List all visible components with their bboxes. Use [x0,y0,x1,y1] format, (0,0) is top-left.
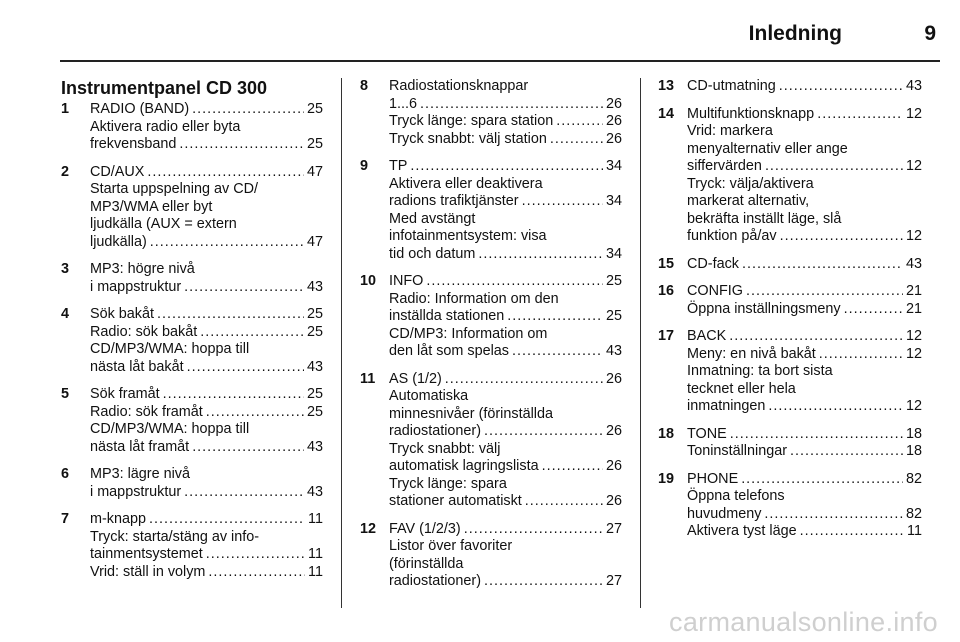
column-3 [658,78,922,551]
dot-leader [206,546,305,564]
index-entry [658,106,922,246]
index-entry [61,164,323,252]
index-entry [61,386,323,456]
entry-text: den låt som spelas [389,343,509,359]
entry-number: 17 [658,328,675,344]
entry-line [389,388,622,406]
dot-leader [522,193,603,211]
entry-number: 5 [61,386,70,402]
entry-text: Med avstängt [389,210,476,227]
entry-text: BACK [687,328,727,344]
entry-text: Tryck länge: spara station [389,113,554,129]
entry-number: 13 [658,78,675,94]
entry-text: Tryck snabbt: välj [389,440,501,457]
entry-line [90,101,323,119]
page-reference: 26 [605,458,622,474]
entry-line [687,346,922,364]
page-reference: 43 [905,78,922,94]
entry-line [687,363,922,381]
dot-leader [525,493,603,511]
page-reference: 43 [306,438,323,455]
entry-text: automatisk lagringslista [389,458,539,474]
page-reference: 43 [306,278,323,295]
dot-leader [484,573,603,591]
dot-leader [512,343,603,361]
page-reference: 27 [605,520,622,537]
entry-number: 9 [360,158,369,174]
dot-leader [817,106,903,124]
page-reference: 43 [306,483,323,500]
entry-text: RADIO (BAND) [90,101,190,117]
entry-text: Radio: sök framåt [90,403,203,420]
entry-line [389,493,622,511]
entry-text: funktion på/av [687,228,777,244]
entry-text: Sök bakåt [90,306,154,322]
entry-number: 12 [360,520,377,537]
entry-line [90,421,323,439]
page-reference: 12 [905,158,922,174]
entry-line [389,78,622,96]
dot-leader [200,324,304,342]
page-reference: 25 [306,136,323,152]
dot-leader [790,443,903,461]
entry-line [90,564,323,582]
entry-line [687,211,922,229]
dot-leader [150,234,304,252]
entry-line [90,199,323,217]
entry-line [687,523,922,541]
page-reference: 82 [905,470,922,487]
entry-text: i mappstruktur [90,278,182,295]
entry-text: siffervärden [687,158,762,174]
page-reference: 11 [308,563,323,580]
entry-line [687,176,922,194]
dot-leader [420,96,603,114]
dot-leader [163,386,304,404]
entry-text: CD/AUX [90,163,145,180]
entry-text: Aktivera eller deaktivera [389,175,543,192]
dot-leader [741,471,903,489]
entry-line [389,521,622,539]
column-divider-1 [341,78,342,608]
entry-number: 10 [360,273,377,289]
entry-text: infotainmentsystem: visa [389,228,547,244]
page-reference: 43 [306,358,323,375]
entry-number: 7 [61,511,70,527]
watermark: carmanualsonline.info [669,607,938,637]
page-reference: 21 [905,300,922,317]
entry-text: Toninställningar [687,443,787,459]
entry-text: tainmentsystemet [90,546,203,562]
page-reference: 25 [306,306,323,322]
entry-text: frekvensband [90,136,177,152]
entry-text: Tryck: välja/aktivera [687,175,814,192]
dot-leader [206,404,304,422]
entry-text: Tryck snabbt: välj station [389,130,547,147]
page-reference: 11 [308,511,323,527]
entry-line [389,538,622,556]
entry-list [658,78,922,541]
column-2 [360,78,622,601]
entry-text: inställda stationen [389,308,505,324]
page-reference: 26 [605,370,622,387]
entry-line [389,228,622,246]
page-reference: 34 [605,245,622,262]
entry-text: TONE [687,425,727,442]
entry-text: menyalternativ eller ange [687,140,848,157]
entry-line [90,324,323,342]
entry-line [389,406,622,424]
index-entry [61,511,323,581]
entry-line [687,228,922,246]
page-reference: 11 [907,523,922,539]
page-reference: 25 [306,403,323,420]
dot-leader [819,346,903,364]
index-entry [658,78,922,96]
entry-line [389,246,622,264]
entry-line [90,511,323,529]
dot-leader [780,228,903,246]
entry-text: Vrid: ställ in volym [90,563,206,580]
entry-line [687,283,922,301]
entry-text: huvudmeny [687,505,762,522]
entry-line [687,488,922,506]
index-entry [61,101,323,154]
entry-text: Aktivera radio eller byta [90,118,241,135]
entry-text: radiostationer) [389,423,481,439]
index-entry [658,283,922,318]
column-1 [61,78,323,591]
entry-text: AS (1/2) [389,370,442,387]
entry-line [90,279,323,297]
entry-line [687,443,922,461]
entry-number: 19 [658,470,675,487]
dot-leader [184,484,304,502]
entry-line [90,136,323,154]
index-entry [360,521,622,591]
entry-number: 15 [658,255,675,272]
entry-line [389,273,622,291]
entry-text: INFO [389,273,424,289]
dot-leader [765,158,903,176]
entry-line [90,234,323,252]
entry-text: nästa låt framåt [90,438,190,455]
entry-line [389,343,622,361]
page-reference: 43 [605,343,622,359]
page-reference: 47 [306,233,323,250]
page-reference: 47 [306,163,323,180]
page-reference: 18 [905,443,922,459]
dot-leader [730,426,903,444]
entry-text: Meny: en nivå bakåt [687,345,816,362]
entry-number: 2 [61,163,70,180]
dot-leader [410,158,603,176]
entry-text: Aktivera tyst läge [687,523,797,539]
dot-leader [742,256,903,274]
header-rule [60,60,940,62]
dot-leader [187,359,304,377]
entry-text: MP3/WMA eller byt [90,198,213,215]
entry-text: Listor över favoriter [389,538,513,554]
entry-line [389,573,622,591]
entry-text: Automatiska [389,388,469,404]
column-divider-2 [640,78,641,608]
entry-text: Öppna telefons [687,488,785,504]
entry-line [389,371,622,389]
entry-text: Öppna inställningsmeny [687,300,841,317]
dot-leader [779,78,903,96]
page-reference: 12 [905,328,922,344]
entry-line [90,359,323,377]
entry-line [90,529,323,547]
page-reference: 18 [905,425,922,442]
dot-leader [768,398,903,416]
dot-leader [184,279,304,297]
dot-leader [542,458,603,476]
entry-line [90,466,323,484]
entry-text: m-knapp [90,511,146,527]
entry-text: Tryck: starta/stäng av info- [90,528,260,545]
index-entry [61,306,323,376]
dot-leader [179,136,304,154]
entry-text: MP3: högre nivå [90,261,195,277]
entry-line [90,404,323,422]
page-reference: 26 [605,493,622,509]
entry-line [389,193,622,211]
page-header [60,18,940,62]
entry-text: Multifunktionsknapp [687,105,815,122]
dot-leader [729,328,903,346]
index-entry [360,273,622,361]
entry-line [687,301,922,319]
dot-leader [445,371,603,389]
index-entry [658,471,922,541]
index-entry [658,328,922,416]
index-entry [360,158,622,263]
entry-line [687,141,922,159]
page-reference: 25 [605,273,622,289]
entry-line [90,216,323,234]
entry-line [90,261,323,279]
entry-text: radiostationer) [389,573,481,589]
entry-text: tid och datum [389,245,476,262]
entry-text: CD/MP3/WMA: hoppa till [90,341,250,357]
entry-text: Sök framåt [90,386,160,402]
entry-line [389,176,622,194]
entry-line [687,471,922,489]
entry-line [687,78,922,96]
entry-line [90,386,323,404]
index-entry [658,256,922,274]
page-reference: 82 [905,505,922,522]
section-title: Instrumentpanel CD 300 [61,78,268,98]
dot-leader [147,164,304,182]
entry-text: Inmatning: ta bort sista [687,363,833,379]
dot-leader [484,423,603,441]
page-reference: 25 [306,101,323,117]
entry-line [389,96,622,114]
entry-line [687,381,922,399]
page-reference: 25 [306,386,323,402]
entry-text: MP3: lägre nivå [90,466,190,482]
entry-line [90,164,323,182]
entry-number: 3 [61,261,70,277]
entry-text: bekräfta inställt läge, slå [687,210,842,227]
entry-line [389,476,622,494]
entry-line [687,328,922,346]
entry-line [90,546,323,564]
entry-text: stationer automatiskt [389,493,522,509]
dot-leader [844,301,903,319]
dot-leader [192,101,304,119]
page-reference: 11 [308,546,323,562]
entry-text: TP [389,158,408,174]
page-reference: 12 [905,228,922,244]
entry-line [687,426,922,444]
entry-text: CD/MP3: Information om [389,325,548,342]
entry-line [389,556,622,574]
entry-line [90,341,323,359]
entry-text: markerat alternativ, [687,193,810,209]
dot-leader [556,113,603,131]
entry-line [389,291,622,309]
page-reference: 26 [605,95,622,112]
entry-line [90,306,323,324]
dot-leader [192,439,304,457]
entry-line [90,119,323,137]
entry-number: 14 [658,105,675,122]
entry-line [687,193,922,211]
entry-line [389,458,622,476]
entry-text: Vrid: markera [687,123,773,139]
page-reference: 25 [306,323,323,340]
entry-list [360,78,622,591]
entry-text: FAV (1/2/3) [389,520,461,537]
entry-text: CONFIG [687,283,743,299]
entry-text: nästa låt bakåt [90,358,184,375]
entry-text: Radio: Information om den [389,290,559,307]
entry-line [687,158,922,176]
entry-text: ljudkälla (AUX = extern [90,216,237,232]
index-entry [61,261,323,296]
index-entry [360,78,622,148]
page-reference: 26 [605,113,622,129]
index-entry [658,426,922,461]
dot-leader [550,131,603,149]
page-reference: 25 [605,308,622,324]
entry-line [90,181,323,199]
dot-leader [149,511,305,529]
page-reference: 27 [605,573,622,589]
entry-line [389,211,622,229]
dot-leader [800,523,904,541]
dot-leader [507,308,603,326]
dot-leader [478,246,603,264]
entry-text: inmatningen [687,398,766,414]
entry-line [687,256,922,274]
entry-number: 4 [61,306,70,322]
entry-number: 11 [360,370,376,387]
entry-text: radions trafiktjänster [389,193,519,209]
entry-text: Tryck länge: spara [389,475,507,492]
entry-line [687,123,922,141]
entry-text: (förinställda [389,555,464,572]
page-number: 9 [924,22,936,45]
dot-leader [426,273,603,291]
entry-line [687,106,922,124]
entry-text: ljudkälla) [90,233,147,250]
dot-leader [208,564,305,582]
page-reference: 26 [605,423,622,439]
entry-text: Starta uppspelning av CD/ [90,181,258,197]
entry-line [389,441,622,459]
entry-text: CD-fack [687,255,739,272]
dot-leader [746,283,903,301]
entry-text: i mappstruktur [90,483,182,500]
entry-line [389,158,622,176]
entry-line [687,506,922,524]
entry-number: 6 [61,466,70,482]
dot-leader [464,521,603,539]
index-entry [61,466,323,501]
dot-leader [764,506,903,524]
entry-line [90,439,323,457]
page-reference: 34 [605,158,622,174]
dot-leader [157,306,304,324]
entry-line [90,484,323,502]
entry-line [389,326,622,344]
index-entry [360,371,622,511]
page-reference: 34 [605,193,622,209]
entry-number: 8 [360,78,369,94]
entry-text: CD-utmatning [687,78,776,94]
entry-number: 16 [658,283,675,299]
page-reference: 12 [905,345,922,362]
entry-number: 18 [658,425,675,442]
page-reference: 43 [905,255,922,272]
page-reference: 12 [905,398,922,414]
entry-line [389,113,622,131]
entry-line [389,423,622,441]
entry-number: 1 [61,101,70,117]
page-reference: 26 [605,130,622,147]
entry-text: CD/MP3/WMA: hoppa till [90,421,250,437]
entry-text: minnesnivåer (förinställda [389,405,553,422]
entry-text: 1...6 [389,95,418,112]
chapter-title: Inledning [748,22,842,45]
entry-text: Radiostationsknappar [389,78,529,94]
entry-text: tecknet eller hela [687,380,796,397]
entry-list [61,101,323,581]
entry-line [389,131,622,149]
entry-text: PHONE [687,470,739,487]
entry-line [687,398,922,416]
entry-text: Radio: sök bakåt [90,323,198,340]
page-reference: 12 [905,105,922,122]
page-reference: 21 [905,283,922,299]
entry-line [389,308,622,326]
